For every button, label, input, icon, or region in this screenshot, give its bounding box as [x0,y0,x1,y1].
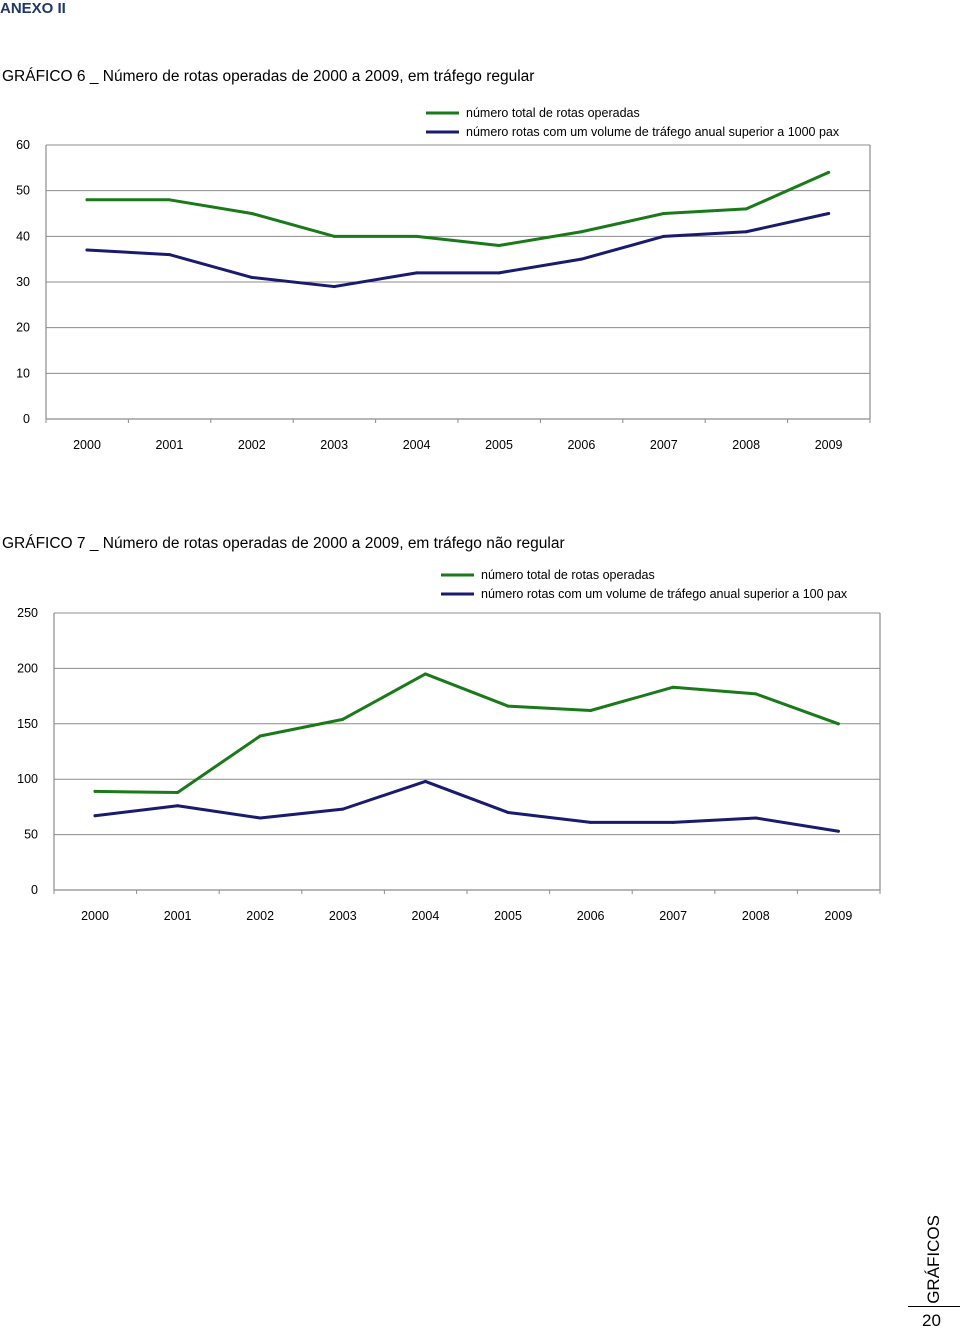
series-2-point [498,271,501,274]
series-2-point [250,276,253,279]
x-tick-label: 2007 [659,909,688,923]
series-2-point [754,816,757,819]
x-tick-label: 2005 [494,909,522,923]
legend-label-2: número rotas com um volume de tráfego anual superior a 1000 pax [466,125,840,139]
series-2-point [86,249,89,252]
y-tick-label: 0 [31,883,38,897]
x-tick-label: 2004 [402,438,431,452]
chart-7-title: GRÁFICO 7 _ Número de rotas operadas de 2000 a 2009, em tráfego não regular [2,535,565,552]
series-2-point [415,271,418,274]
series-1-point [589,709,592,712]
series-2-point [333,285,336,288]
x-tick-label: 2001 [163,909,192,923]
x-tick-label: 2009 [824,909,853,923]
y-tick-label: 60 [16,138,30,152]
series-1-point [827,171,830,174]
series-1-point [259,734,262,737]
series-1-point [662,212,665,215]
series-1-point [507,705,510,708]
x-tick-label: 2003 [328,909,357,923]
series-1-point [837,722,840,725]
series-1-point [341,718,344,721]
y-tick-label: 50 [24,827,38,842]
series-2-point [580,258,583,261]
y-tick-label: 10 [16,366,30,381]
series-1-point [498,244,501,247]
series-1-point [168,198,171,201]
x-tick-label: 2001 [155,438,184,452]
series-1-point [580,230,583,233]
x-tick-label: 2004 [411,909,440,923]
chart-6-title: GRÁFICO 6 _ Número de rotas operadas de 2000 a 2009, em tráfego regular [2,68,535,85]
series-1-point [86,198,89,201]
series-1-point [754,692,757,695]
x-tick-label: 2008 [732,438,761,452]
series-line-2 [95,781,838,831]
x-tick-label: 2002 [237,438,266,452]
series-1-point [672,686,675,689]
series-2-point [341,808,344,811]
y-tick-label: 250 [17,606,38,620]
series-1-point [415,235,418,238]
y-tick-label: 50 [16,183,30,198]
x-tick-label: 2002 [246,909,275,923]
y-tick-label: 40 [16,229,30,244]
section-label: GRÁFICOS [924,1215,943,1304]
chart-7 [0,560,960,935]
x-tick-label: 2000 [81,909,109,923]
series-2-point [424,780,427,783]
series-2-point [837,830,840,833]
legend-label-2: número rotas com um volume de tráfego anual superior a 100 pax [481,587,848,601]
x-tick-label: 2005 [485,438,513,452]
series-1-point [250,212,253,215]
legend-label-1: número total de rotas operadas [466,106,640,120]
series-1-point [333,235,336,238]
series-1-point [94,790,97,793]
series-2-point [589,821,592,824]
x-tick-label: 2009 [814,438,843,452]
chart-6 [0,100,960,470]
series-2-point [168,253,171,256]
series-2-point [827,212,830,215]
series-2-point [176,804,179,807]
x-tick-label: 2006 [576,909,605,923]
page-number: 20 [922,1311,941,1330]
x-tick-label: 2006 [567,438,596,452]
section-divider [908,1306,960,1307]
page-header: ANEXO II [0,0,66,17]
series-2-point [259,816,262,819]
series-2-point [672,821,675,824]
y-tick-label: 0 [23,412,30,426]
series-2-point [507,811,510,814]
y-tick-label: 20 [16,320,30,335]
series-2-point [662,235,665,238]
series-1-point [424,672,427,675]
y-tick-label: 100 [17,772,38,787]
x-tick-label: 2008 [741,909,770,923]
series-2-point [94,814,97,817]
series-2-point [745,230,748,233]
x-tick-label: 2003 [320,438,349,452]
series-1-point [176,791,179,794]
x-tick-label: 2000 [73,438,101,452]
series-1-point [745,207,748,210]
series-line-2 [87,214,829,287]
y-tick-label: 150 [17,716,38,731]
x-tick-label: 2007 [649,438,678,452]
legend-label-1: número total de rotas operadas [481,568,655,582]
y-tick-label: 200 [17,661,38,676]
y-tick-label: 30 [16,275,30,289]
series-line-1 [95,674,838,793]
